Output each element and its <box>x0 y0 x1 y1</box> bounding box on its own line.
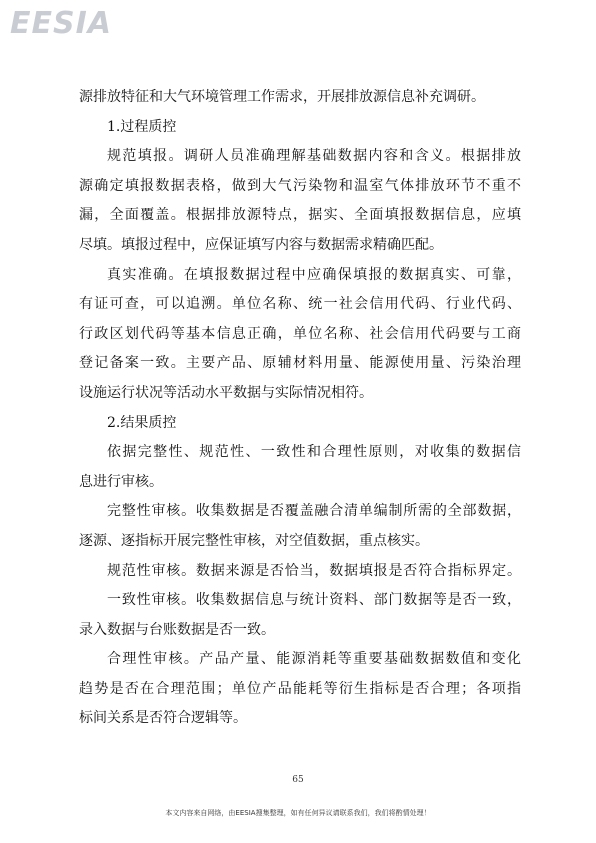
text-line: 真实准确。在填报数据过程中应确保填报的数据真实、可靠， <box>107 266 521 283</box>
paragraph-intro-continuation <box>79 83 521 113</box>
text-line: 规范性审核。数据来源是否恰当，数据填报是否符合指标界定。 <box>107 562 521 579</box>
paragraph-true-accurate <box>79 261 521 409</box>
text-line: 尽填。填报过程中，应保证填写内容与数据需求精确匹配。 <box>79 236 443 253</box>
text-line: 录入数据与台账数据是否一致。 <box>79 621 275 638</box>
text-line: 一致性审核。收集数据信息与统计资料、部门数据等是否一致， <box>107 592 521 609</box>
paragraph-normative-review <box>79 557 521 587</box>
paragraph-completeness-review <box>79 497 521 556</box>
text-line: 设施运行状况等活动水平数据与实际情况相符。 <box>79 384 373 401</box>
copyright-notice: 本文内容来自网络，由EESIA搜集整理，如有任何异议请联系我们，我们将酌情处理！ <box>165 809 431 817</box>
text-line: 有证可查，可以追溯。单位名称、统一社会信用代码、行业代码、 <box>79 296 521 313</box>
text-line: 合理性审核。产品产量、能源消耗等重要基础数据数值和变化 <box>107 651 521 668</box>
text-line: 依据完整性、规范性、一致性和合理性原则，对收集的数据信 <box>107 444 521 461</box>
text-line: 趋势是否在合理范围；单位产品能耗等衍生指标是否合理；各项指 <box>79 680 521 697</box>
text-line: 标间关系是否符合逻辑等。 <box>79 710 247 727</box>
text-line: 规范填报。调研人员准确理解基础数据内容和含义。根据排放 <box>107 148 521 165</box>
section-heading-result-qc: 2.结果质控 <box>107 414 177 431</box>
paragraph-consistency-review <box>79 586 521 645</box>
paragraph-rationality-review <box>79 645 521 734</box>
text-line: 源确定填报数据表格，做到大气污染物和温室气体排放环节不重不 <box>79 177 521 194</box>
paragraph-review-principles <box>79 438 521 497</box>
paragraph-standard-reporting <box>79 142 521 260</box>
text-line: 完整性审核。收集数据是否覆盖融合清单编制所需的全部数据， <box>107 503 521 520</box>
document-body <box>79 83 521 734</box>
text-line: 逐源、逐指标开展完整性审核，对空值数据，重点核实。 <box>79 532 429 549</box>
section-heading-process-qc: 1.过程质控 <box>107 118 177 135</box>
text-line: 行政区划代码等基本信息正确，单位名称、社会信用代码要与工商 <box>79 325 521 342</box>
text-line: 源排放特征和大气环境管理工作需求，开展排放源信息补充调研。 <box>79 89 485 105</box>
text-line: 息进行审核。 <box>79 473 163 490</box>
text-line: 登记备案一致。主要产品、原辅材料用量、能源使用量、污染治理 <box>79 355 521 372</box>
eesia-logo: EESIA <box>10 6 112 41</box>
page-number: 65 <box>292 775 304 785</box>
text-line: 漏，全面覆盖。根据排放源特点，据实、全面填报数据信息，应填 <box>79 207 521 224</box>
